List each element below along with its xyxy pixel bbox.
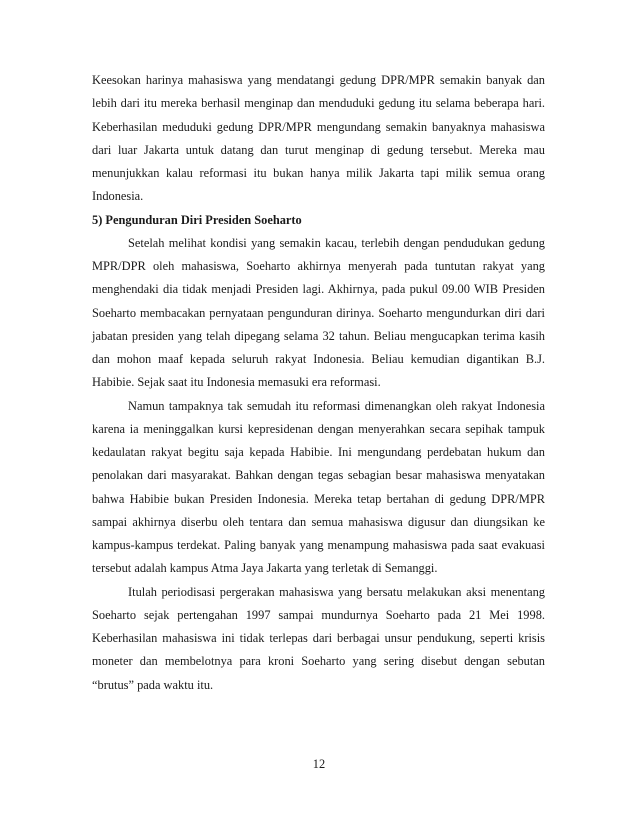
section-heading: 5) Pengunduran Diri Presiden Soeharto xyxy=(92,212,302,227)
body-text xyxy=(92,69,545,697)
paragraph-pengunduran-diri: Setelah melihat kondisi yang semakin kacau, terlebih dengan pendudukan gedung MPR/DPR oleh mahasiswa, Soeharto akhirnya menyerah pada tuntutan rakyat yang menghendaki dia tidak menjadi Presiden lagi. Akhirnya, pada pukul 09.00 WIB Presiden Soeharto membacakan pernyataan pengunduran dirinya. Soeharto mengundurkan diri dari jabatan presiden yang telah dipegang selama 32 tahun. Beliau mengucapkan terima kasih dan mohon maaf kepada seluruh rakyat Indonesia. Beliau kemudian digantikan B.J. Habibie. Sejak saat itu Indonesia memasuki era reformasi. xyxy=(92,235,545,390)
page-number: 12 xyxy=(312,757,326,771)
paragraph-reformasi-jakarta: Keesokan harinya mahasiswa yang mendatangi gedung DPR/MPR semakin banyak dan lebih dari itu mereka berhasil menginap dan menduduki gedung itu selama beberapa hari. Keberhasilan meduduki gedung DPR/MPR mengundang semakin banyaknya mahasiswa dari luar Jakarta untuk datang dan turut menginap di gedung tersebut. Mereka mau menunjukkan kalau reformasi itu bukan hanya milik Jakarta tapi milik semua orang Indonesia. xyxy=(92,73,545,204)
paragraph-periodisasi: Itulah periodisasi pergerakan mahasiswa yang bersatu melakukan aksi menentang Soeharto sejak pertengahan 1997 sampai mundurnya Soeharto pada 21 Mei 1998. Keberhasilan mahasiswa ini tidak terlepas dari berbagai unsur pendukung, seperti krisis moneter dan membelotnya para kroni Soeharto yang sering disebut dengan sebutan “brutus” pada waktu itu. xyxy=(92,584,545,692)
paragraph-habibie: Namun tampaknya tak semudah itu reformasi dimenangkan oleh rakyat Indonesia karena ia meninggalkan kursi kepresidenan dengan menyerahkan secara sepihak tampuk kedaulatan rakyat begitu saja kepada Habibie. Ini mengundang perdebatan hukum dan penolakan dari masyarakat. Bahkan dengan tegas sebagian besar mahasiswa menyatakan bahwa Habibie bukan Presiden Indonesia. Mereka tetap bertahan di gedung DPR/MPR sampai akhirnya diserbu oleh tentara dan semua mahasiswa digusur dan diungsikan ke kampus-kampus terdekat. Paling banyak yang menampung mahasiswa pada saat evakuasi tersebut adalah kampus Atma Jaya Jakarta yang terletak di Semanggi. xyxy=(92,398,545,576)
